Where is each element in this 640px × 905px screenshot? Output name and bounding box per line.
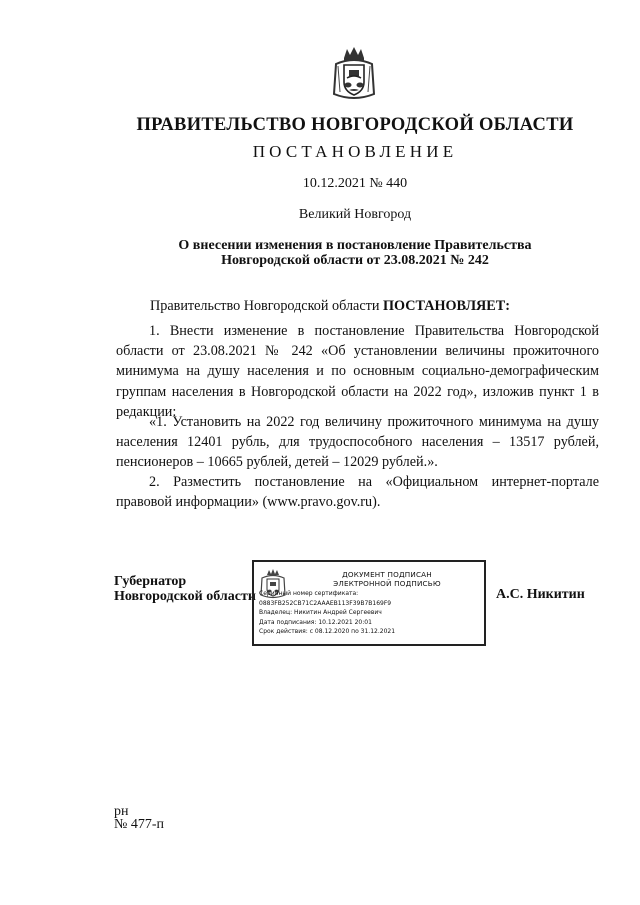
footer-registration-number: № 477-п xyxy=(114,817,165,832)
stamp-header-line-2: ЭЛЕКТРОННОЙ ПОДПИСЬЮ xyxy=(333,579,441,588)
stamp-cert-value: 0883FB252CB71C2AAAEB113F39B7B169F9 xyxy=(259,599,392,607)
decree-item-1-quote: «1. Установить на 2022 год величину прожиточного минимума на душу населения 12401 рубль, для трудоспособного населения – 13517 рублей, пенсионеров – 10665 рублей, детей – 12029 рублей.». xyxy=(116,414,599,471)
preamble-decree-word: ПОСТАНОВЛЯЕТ: xyxy=(382,298,510,314)
electronic-signature-stamp xyxy=(252,560,486,646)
signatory-title-line-1: Губернатор xyxy=(114,574,187,589)
document-heading xyxy=(160,238,550,268)
stamp-details xyxy=(259,589,485,637)
footer-reference xyxy=(114,805,164,831)
document-place: Великий Новгород xyxy=(298,207,412,222)
document-type: ПОСТАНОВЛЕНИЕ xyxy=(252,142,458,161)
preamble-text: Правительство Новгородской области xyxy=(150,298,383,314)
signatory-title-line-2: Новгородской области xyxy=(114,589,256,604)
heading-line-2: Новгородской области от 23.08.2021 № 242 xyxy=(221,253,489,268)
preamble xyxy=(150,298,510,315)
stamp-header-line-1: ДОКУМЕНТ ПОДПИСАН xyxy=(342,570,432,579)
heading-line-1: О внесении изменения в постановление Правительства xyxy=(178,238,532,253)
signatory-title xyxy=(114,574,256,604)
decree-item-1: 1. Внести изменение в постановление Правительства Новгородской области от 23.08.2021 № 242 «Об установлении величины прожиточного минимума на душу населения и по основным социально-демографическим группам населения в Новгородской области на 2022 год», изложив пункт 1 в редакции: xyxy=(116,323,599,420)
stamp-validity: Срок действия: с 08.12.2020 по 31.12.2021 xyxy=(259,628,396,636)
stamp-header xyxy=(292,570,482,588)
stamp-cert-label: Серийный номер сертификата: xyxy=(259,590,359,597)
document-date-number: 10.12.2021 № 440 xyxy=(302,176,408,191)
decree-item-2: 2. Разместить постановление на «Официальном интернет-портале правовой информации» (www.pravo.gov.ru). xyxy=(116,474,599,511)
stamp-signed-date: Дата подписания: 10.12.2021 20:01 xyxy=(259,618,372,626)
signatory-name: А.С. Никитин xyxy=(496,587,585,602)
coat-of-arms-icon xyxy=(330,44,378,102)
footer-initials: рн xyxy=(114,804,129,819)
organization-title: ПРАВИТЕЛЬСТВО НОВГОРОДСКОЙ ОБЛАСТИ xyxy=(136,115,574,135)
stamp-owner: Владелец: Никитин Андрей Сергеевич xyxy=(259,609,382,617)
